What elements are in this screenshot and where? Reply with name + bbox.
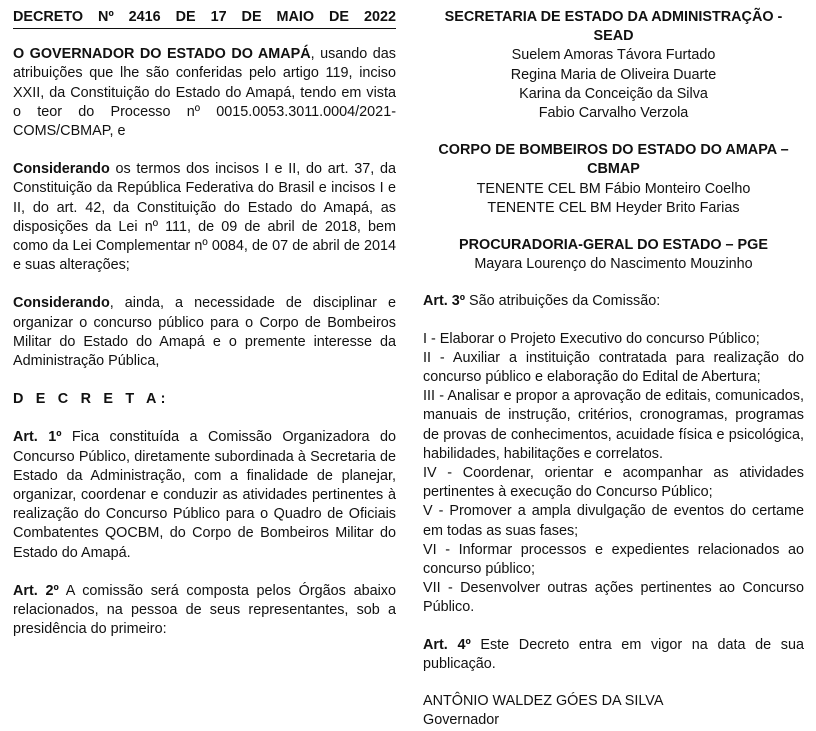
- group-name: CORPO DE BOMBEIROS DO ESTADO DO AMAPA – CBMAP: [438, 142, 789, 178]
- group-member: Mayara Lourenço do Nascimento Mouzinho: [474, 256, 753, 273]
- attribution-item: VII - Desenvolver outras ações pertinentes ao Concurso Público.: [423, 580, 804, 616]
- decree-title: DECRETO Nº 2416 DE 17 DE MAIO DE 2022: [13, 8, 396, 29]
- article-3-label: Art. 3º: [423, 293, 466, 310]
- considerando-paragraph-1: [13, 160, 396, 275]
- left-column: [13, 8, 396, 639]
- commission-group-pge: [423, 236, 804, 274]
- signatory-title: Governador: [423, 712, 499, 729]
- group-member: Regina Maria de Oliveira Duarte: [510, 66, 717, 83]
- article-1: [13, 428, 396, 562]
- group-member: Suelem Amoras Távora Furtado: [511, 47, 716, 64]
- right-column: [423, 8, 804, 731]
- attribution-item: III - Analisar e propor a aprovação de editais, comunicados, manuais de instrução, critérios, cronogramas, programas de provas de conhecimentos, acuidade física e psicológica, habilidades, habilitações e correlatos.: [423, 388, 804, 462]
- group-member: Fabio Carvalho Verzola: [538, 105, 689, 122]
- considerando-text-1: os termos dos incisos I e II, do art. 37, da Constituição da República Federativa do Brasil e incisos I e II, do art. 42, da Constituição do Estado do Amapá, as disposições da Lei nº 111, de 09 de abril de 2018, bem como da Lei Complementar nº 0084, de 07 de abril de 2014 e suas alterações;: [13, 161, 396, 274]
- attribution-item: VI - Informar processos e expedientes relacionados ao concurso público;: [423, 541, 804, 578]
- article-1-text: Fica constituída a Comissão Organizadora do Concurso Público, diretamente subordinada à Secretaria de Estado da Administração, com a finalidade de planejar, organizar, coordenar e conduzir as atividades pertinentes à realização do Concurso Público para o Quadro de Oficiais Combatentes QOCBM, do Corpo de Bombeiros Militar do Estado do Amapá.: [13, 429, 396, 561]
- group-member: TENENTE CEL BM Heyder Brito Farias: [487, 199, 740, 216]
- commission-group-sead: [423, 8, 804, 123]
- article-3-items: [423, 330, 804, 618]
- article-2: [13, 582, 396, 640]
- group-member: Karina da Conceição da Silva: [519, 85, 708, 102]
- intro-text: , usando das atribuições que lhe são conferidas pelo artigo 119, inciso XXII, da Constituição do Estado do Amapá, tendo em vista o teor do Processo nº 0015.0053.3011.0004/2021-COMS/CBMAP, e: [13, 46, 396, 140]
- attribution-item: I - Elaborar o Projeto Executivo do concurso Público;: [423, 330, 760, 347]
- considerando-label-1: Considerando: [13, 161, 110, 178]
- article-4-label: Art. 4º: [423, 636, 471, 653]
- group-name: SECRETARIA DE ESTADO DA ADMINISTRAÇÃO - SEAD: [444, 9, 783, 45]
- group-name: PROCURADORIA-GERAL DO ESTADO – PGE: [459, 237, 768, 254]
- commission-group-cbmap: [423, 141, 804, 218]
- article-2-label: Art. 2º: [13, 582, 59, 599]
- article-1-label: Art. 1º: [13, 429, 62, 446]
- considerando-text-2: , ainda, a necessidade de disciplinar e organizar o concurso público para o Corpo de Bombeiros Militar do Estado do Amapá e o premente interesse da Administração Pública,: [13, 295, 396, 370]
- attribution-item: II - Auxiliar a instituição contratada para realização do concurso público e elaboração do Edital de Abertura;: [423, 349, 804, 386]
- considerando-label-2: Considerando: [13, 295, 110, 312]
- article-3-text: São atribuições da Comissão:: [465, 293, 661, 310]
- considerando-paragraph-2: [13, 294, 396, 371]
- article-2-text: A comissão será composta pelos Órgãos abaixo relacionados, na pessoa de seus representantes, sob a presidência do primeiro:: [13, 582, 396, 638]
- article-4: [423, 636, 804, 674]
- intro-bold: O GOVERNADOR DO ESTADO DO AMAPÁ: [13, 46, 311, 63]
- attribution-item: V - Promover a ampla divulgação de eventos do certame em todas as suas fases;: [423, 503, 804, 539]
- signature-block: [423, 692, 804, 730]
- article-3: [423, 292, 804, 311]
- intro-paragraph: [13, 45, 396, 141]
- attribution-item: IV - Coordenar, orientar e acompanhar as atividades pertinentes à execução do Concurso Público;: [423, 465, 804, 501]
- decreta-heading: D E C R E T A:: [13, 391, 170, 408]
- article-4-text: Este Decreto entra em vigor na data de sua publicação.: [423, 636, 804, 672]
- signatory-name: ANTÔNIO WALDEZ GÓES DA SILVA: [423, 693, 664, 710]
- group-member: TENENTE CEL BM Fábio Monteiro Coelho: [476, 180, 751, 197]
